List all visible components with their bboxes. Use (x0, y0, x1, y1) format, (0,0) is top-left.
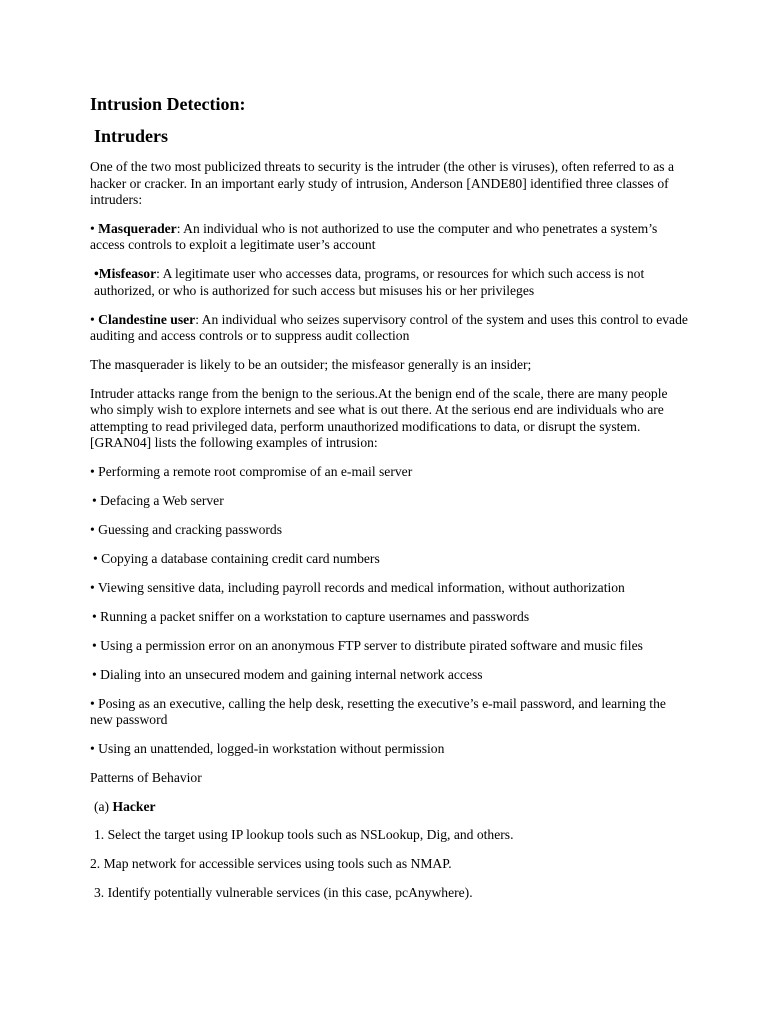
hacker-heading (90, 799, 690, 816)
patterns-heading: Patterns of Behavior (90, 770, 202, 785)
list-item: 2. Map network for accessible services using tools such as NMAP. (90, 856, 452, 871)
list-item: • Viewing sensitive data, including payroll records and medical information, without authorization (90, 579, 625, 595)
term-masquerader: Masquerader (98, 220, 177, 236)
list-item: • Copying a database containing credit card numbers (93, 550, 380, 566)
list-item: • Defacing a Web server (92, 492, 224, 508)
list-item: • Guessing and cracking passwords (90, 521, 283, 537)
definition-clandestine-user: : An individual who seizes supervisory control of the system and uses this control to evade auditing and access controls or to suppress audit collection (90, 311, 688, 343)
term-clandestine-user: Clandestine user (98, 311, 196, 327)
list-item: 3. Identify potentially vulnerable services (in this case, pcAnywhere). (94, 885, 473, 900)
list-item: • Performing a remote root compromise of an e-mail server (90, 463, 413, 479)
document-page (90, 93, 690, 914)
class-clandestine-user (90, 312, 690, 345)
hacker-steps-list (90, 827, 690, 902)
list-item: • Dialing into an unsecured modem and gaining internal network access (92, 666, 483, 682)
section-heading-intruders: Intruders (94, 126, 169, 146)
class-misfeasor (90, 266, 690, 299)
bullet: • (94, 266, 99, 281)
list-item: • Using an unattended, logged-in workstation without permission (90, 741, 445, 756)
bullet: • (90, 311, 95, 327)
class-masquerader (90, 221, 690, 254)
list-item: • Using a permission error on an anonymous FTP server to distribute pirated software and music files (92, 637, 643, 653)
intro-paragraph: One of the two most publicized threats to security is the intruder (the other is viruses), often referred to as a hacker or cracker. In an important early study of intrusion, Anderson [ANDE80] identified three classes of intruders: (90, 159, 674, 207)
hacker-prefix: (a) (94, 798, 113, 814)
attacks-paragraph: Intruder attacks range from the benign to the serious.At the benign end of the scale, there are many people who simply wish to explore internets and see what is out there. At the serious end are individuals who are attempting to read privileged data, perform unauthorized modifications to data, or disrupt the system. [GRAN04] lists the following examples of intrusion: (90, 385, 668, 450)
list-item: • Running a packet sniffer on a workstation to capture usernames and passwords (92, 608, 530, 624)
list-item: • Posing as an executive, calling the help desk, resetting the executive’s e-mail password, and learning the new password (90, 695, 666, 727)
page-title: Intrusion Detection: (90, 94, 246, 114)
definition-masquerader: : An individual who is not authorized to use the computer and who penetrates a system’s access controls to exploit a legitimate user’s account (90, 220, 658, 252)
hacker-label: Hacker (112, 798, 156, 814)
insider-note: The masquerader is likely to be an outsider; the misfeasor generally is an insider; (90, 357, 532, 372)
definition-misfeasor: : A legitimate user who accesses data, programs, or resources for which such access is not authorized, or who is authorized for such access but misuses his or her privileges (94, 266, 645, 298)
bullet: • (90, 220, 95, 236)
term-misfeasor: Misfeasor (98, 266, 157, 281)
list-item: 1. Select the target using IP lookup tools such as NSLookup, Dig, and others. (94, 827, 514, 842)
intrusion-examples-list (90, 464, 690, 758)
